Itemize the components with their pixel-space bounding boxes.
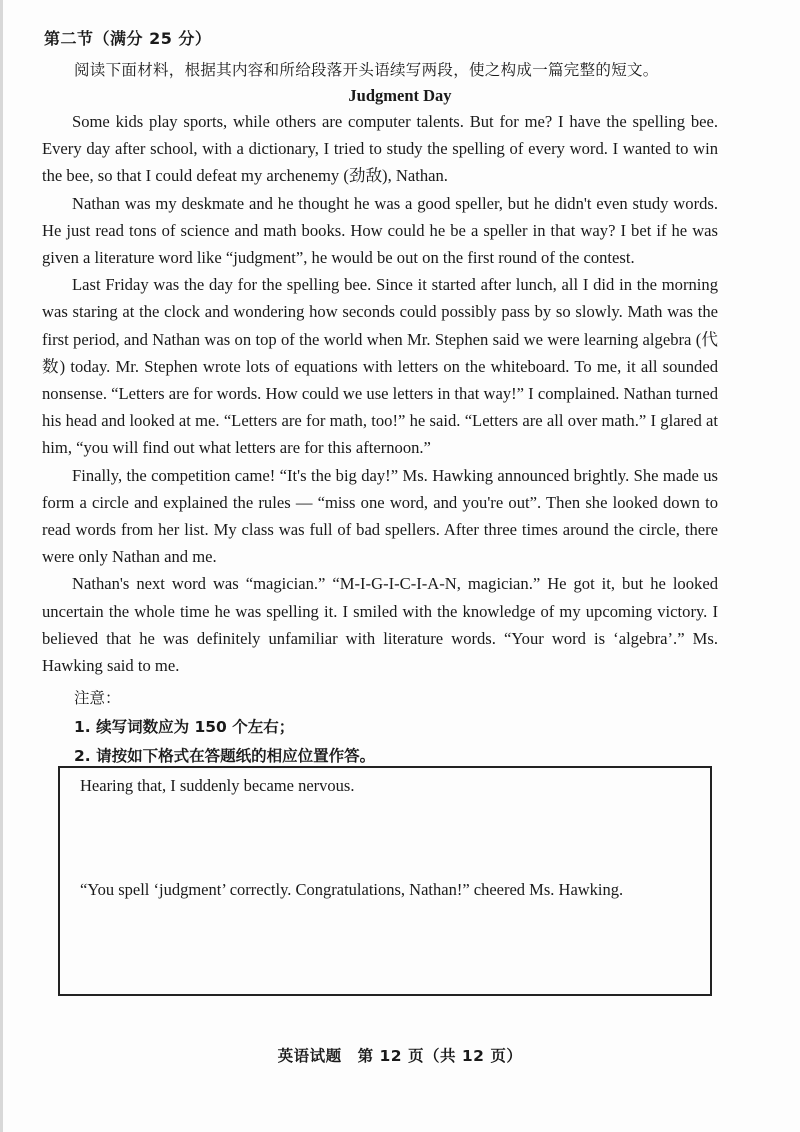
note-item: 1. 续写词数应为 150 个左右；: [74, 718, 295, 736]
passage-paragraph: Some kids play sports, while others are computer talents. But for me? I have the spelling bee. Every day after school, with a dictionary, I tried to study the spelling of every word. I wanted to win the bee, so that I could defeat my archenemy (劲敌), Nathan.: [42, 112, 718, 186]
page-edge-shadow: [0, 0, 3, 1132]
passage-paragraph: Nathan was my deskmate and he thought he was a good speller, but he didn't even study words. He just read tons of science and math books. How could he be a speller in that way? I bet if he was given a literature word like “judgment”, he would be out on the first round of the contest.: [42, 193, 718, 268]
notes-section: [74, 684, 375, 771]
passage-paragraph: Finally, the competition came! “It's the big day!” Ms. Hawking announced brightly. She made us form a circle and explained the rules — “miss one word, and you're out”. Then she looked down to read words from her list. My class was full of bad spellers. After three times around the circle, there were only Nathan and me.: [42, 465, 718, 567]
note-item: 2. 请按如下格式在答题纸的相应位置作答。: [74, 747, 376, 765]
paragraph-one-opening: Hearing that, I suddenly became nervous.: [80, 776, 355, 795]
passage-body: [42, 108, 718, 679]
notes-heading: 注意：: [74, 689, 121, 707]
passage-paragraph: Last Friday was the day for the spelling bee. Since it started after lunch, all I did in the morning was staring at the clock and wondering how seconds could possibly pass by so slowly. Math was the first period, and Nathan was on top of the world when Mr. Stephen said we were learning algebra (代数) today. Mr. Stephen wrote lots of equations with letters on the whiteboard. To me, it all sounded nonsense. “Letters are for words. How could we use letters in that way!” I complained. Nathan turned his head and looked at me. “Letters are for math, too!” he said. “Letters are all over math.” I glared at him, “you will find out what letters are for this afternoon.”: [42, 275, 718, 458]
section-instruction: 阅读下面材料，根据其内容和所给段落开头语续写两段，使之构成一篇完整的短文。: [74, 61, 659, 79]
passage-paragraph: Nathan's next word was “magician.” “M-I-G-I-C-I-A-N, magician.” He got it, but he looked uncertain the whole time he was spelling it. I smiled with the knowledge of my upcoming victory. I believed that he was definitely unfamiliar with literature words. “Your word is ‘algebra’.” Ms. Hawking said to me.: [42, 574, 718, 676]
passage-title: Judgment Day: [348, 86, 452, 105]
answer-box: [58, 766, 712, 996]
section-title: 第二节（满分 25 分）: [44, 29, 212, 48]
paragraph-two-opening: “You spell ‘judgment’ correctly. Congratulations, Nathan!” cheered Ms. Hawking.: [80, 880, 624, 899]
page-footer: 英语试题 第 12 页（共 12 页）: [277, 1047, 523, 1065]
